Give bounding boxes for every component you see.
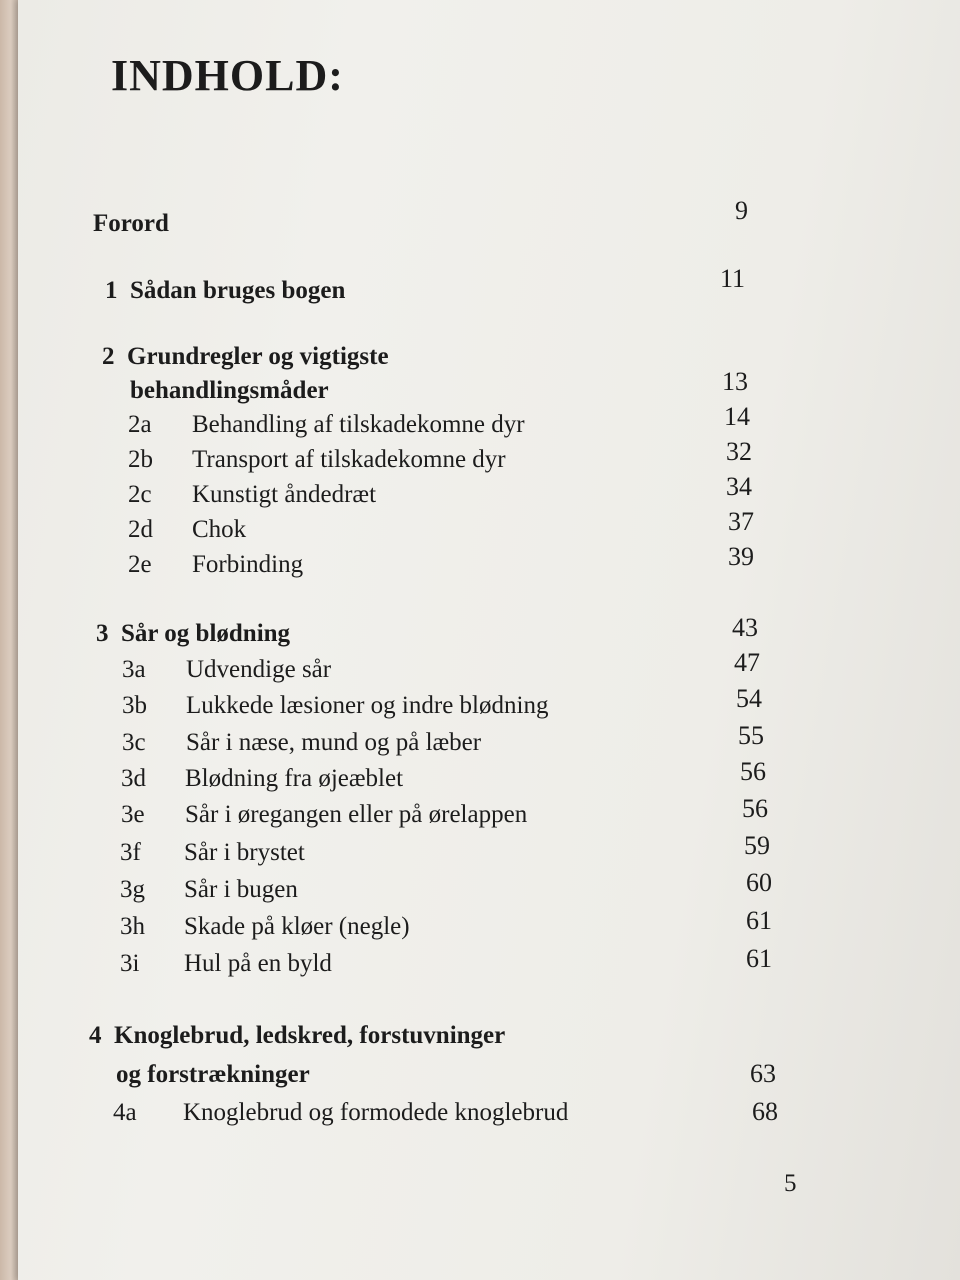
book-spine-edge — [0, 0, 18, 1280]
toc-label-line1: Knoglebrud, ledskred, forstuvninger — [114, 1022, 506, 1049]
toc-label: Transport af tilskadekomne dyr — [192, 446, 506, 473]
toc-number: 2 — [102, 343, 115, 370]
toc-label: Chok — [192, 516, 247, 543]
toc-label: Knoglebrud og formodede knoglebrud — [183, 1099, 569, 1126]
toc-label-line1: Grundregler og vigtigste — [127, 343, 389, 370]
toc-entry-chapter-3 — [96, 619, 290, 649]
toc-number: 3e — [121, 801, 145, 828]
toc-number: 2d — [128, 516, 153, 543]
toc-entry-3h — [120, 912, 410, 942]
toc-number: 3h — [120, 913, 145, 940]
toc-page-number: 11 — [719, 264, 745, 293]
toc-number: 3b — [122, 692, 147, 719]
page-title: INDHOLD: — [111, 51, 344, 100]
toc-label: Sår og blødning — [121, 620, 291, 647]
toc-entry-3b — [122, 691, 548, 721]
toc-entry-chapter-4-cont — [116, 1060, 310, 1090]
toc-entry-3f — [120, 838, 305, 868]
toc-number: 2b — [128, 446, 153, 473]
toc-label: Skade på kløer (negle) — [184, 913, 410, 940]
toc-number: 4 — [89, 1022, 102, 1049]
toc-page-number: 59 — [744, 831, 770, 860]
toc-entry-4a — [113, 1098, 568, 1128]
toc-page-number: 43 — [732, 613, 758, 642]
toc-label: Sår i bugen — [184, 876, 298, 903]
toc-page-number: 63 — [750, 1059, 776, 1088]
toc-label: Hul på en byld — [184, 950, 332, 977]
toc-entry-2d — [128, 515, 246, 545]
toc-label: Blødning fra øjeæblet — [185, 765, 404, 792]
toc-label: Sår i øregangen eller på ørelappen — [185, 801, 528, 828]
toc-entry-3c — [122, 728, 481, 758]
toc-number: 3d — [121, 765, 146, 792]
toc-page-number: 13 — [722, 367, 748, 396]
toc-page-number: 32 — [726, 437, 752, 466]
toc-page-number: 61 — [746, 944, 772, 973]
toc-page-number: 55 — [738, 721, 764, 750]
toc-entry-3e — [121, 800, 527, 830]
toc-label: Sådan bruges bogen — [130, 277, 346, 304]
toc-label: Udvendige sår — [186, 656, 332, 683]
toc-entry-3i — [120, 949, 332, 979]
toc-entry-chapter-2 — [102, 342, 389, 372]
toc-page-number: 60 — [746, 868, 772, 897]
toc-number: 1 — [105, 277, 118, 304]
toc-number: 4a — [113, 1099, 137, 1126]
toc-entry-3g — [120, 875, 298, 905]
toc-page-number: 37 — [728, 507, 754, 536]
book-page — [18, 0, 960, 1280]
toc-page-number: 34 — [726, 472, 752, 501]
toc-entry-3a — [122, 655, 331, 685]
toc-label: Sår i brystet — [184, 839, 305, 866]
toc-page-number: 14 — [724, 402, 750, 431]
toc-number: 2a — [128, 411, 152, 438]
toc-page-number: 9 — [735, 196, 748, 225]
toc-page-number: 68 — [752, 1097, 778, 1126]
toc-page-number: 61 — [746, 906, 772, 935]
toc-entry-2a — [128, 410, 525, 440]
toc-number: 2c — [128, 481, 152, 508]
toc-entry-chapter-2-cont — [130, 376, 329, 406]
toc-number: 3i — [120, 950, 140, 977]
toc-number: 3c — [122, 729, 146, 756]
toc-label-line2: og forstrækninger — [116, 1061, 310, 1088]
page-folio-number: 5 — [784, 1170, 797, 1197]
toc-entry-2c — [128, 480, 376, 510]
toc-page-number: 56 — [740, 757, 766, 786]
toc-label-line2: behandlingsmåder — [130, 377, 329, 404]
toc-entry-chapter-1 — [105, 276, 345, 306]
toc-label: Kunstigt åndedræt — [192, 481, 377, 508]
toc-entry-chapter-4 — [89, 1021, 505, 1051]
toc-entry-3d — [121, 764, 403, 794]
toc-number: 2e — [128, 551, 152, 578]
toc-label: Lukkede læsioner og indre blødning — [186, 692, 549, 719]
toc-label: Forord — [93, 210, 169, 237]
toc-number: 3 — [96, 620, 109, 647]
toc-page-number: 54 — [736, 684, 762, 713]
toc-label: Forbinding — [192, 551, 304, 578]
toc-number: 3f — [120, 839, 141, 866]
toc-label: Behandling af tilskadekomne dyr — [192, 411, 525, 438]
toc-page-number: 47 — [734, 648, 760, 677]
toc-entry-2e — [128, 550, 303, 580]
toc-page-number: 56 — [742, 794, 768, 823]
toc-entry-2b — [128, 445, 506, 475]
toc-number: 3a — [122, 656, 146, 683]
toc-label: Sår i næse, mund og på læber — [186, 729, 482, 756]
toc-page-number: 39 — [728, 542, 754, 571]
toc-entry-forord — [93, 209, 169, 239]
toc-number: 3g — [120, 876, 145, 903]
